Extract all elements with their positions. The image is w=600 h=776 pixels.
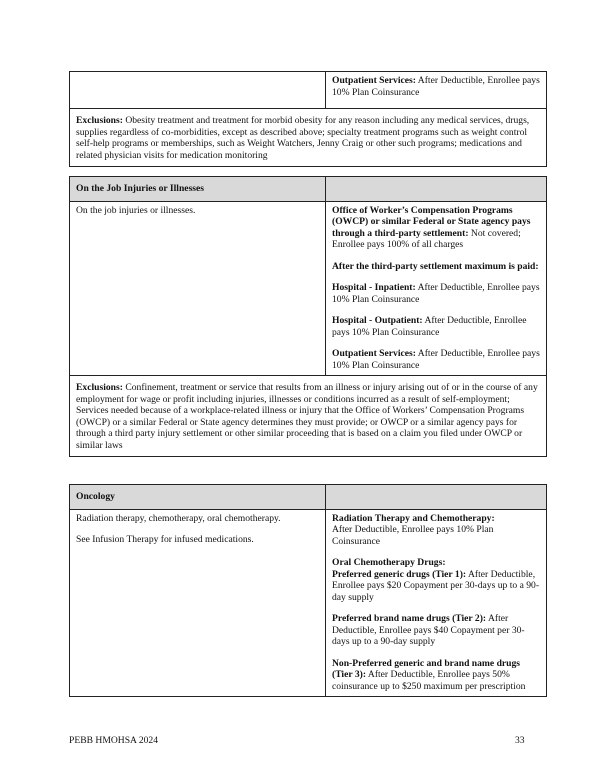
exclusions-text: Exclusions: Confinement, treatment or service that results from an illness or injury arising out of or in the course of any employment for wage or profit including injuries, illnesses or conditions incurred as a result of self-employment; Services needed because of a workplace-related illness or injury that the Office of Workers’ Compensation Programs (OWCP) or a similar Federal or State agency determines they must provide; or OWCP or a similar agency pays for through a third party injury settlement or other similar proceeding that is based on a claim you filed under OWCP or similar laws bbox=[76, 382, 538, 451]
tier2-benefit: Preferred brand name drugs (Tier 2): After Deductible, Enrollee pays $40 Copayment per 30-days up to a 90-day supply bbox=[332, 613, 525, 647]
section-heading: Oncology bbox=[70, 485, 326, 509]
right-cell bbox=[326, 510, 546, 697]
right-cell bbox=[326, 202, 546, 376]
after-max-heading: After the third-party settlement maximum is paid: bbox=[332, 260, 539, 272]
service-description: Radiation therapy, chemotherapy, oral chemotherapy. bbox=[76, 512, 281, 524]
table-job-injuries bbox=[69, 176, 547, 457]
exclusions-cell bbox=[70, 376, 546, 456]
section-heading: On the Job Injuries or Illnesses bbox=[70, 177, 326, 201]
table-header-row bbox=[70, 485, 546, 510]
header-right-empty bbox=[326, 485, 546, 509]
left-cell bbox=[70, 202, 326, 376]
outpatient-benefit: Outpatient Services: After Deductible, Enrollee pays 10% Plan Coinsurance bbox=[332, 75, 540, 98]
outpatient-benefit: Outpatient Services: After Deductible, Enrollee pays 10% Plan Coinsurance bbox=[332, 348, 540, 371]
table-row bbox=[70, 510, 546, 697]
left-cell bbox=[70, 510, 326, 697]
table-row bbox=[70, 72, 546, 109]
exclusions-text: Exclusions: Obesity treatment and treatment for morbid obesity for any reason including any medical services, drugs, supplies regardless of co-morbidities, except as described above; specialty treatment programs such as weight control self-help programs or memberships, such as Weight Watchers, Jenny Craig or other such programs; medications and related physician visits for medication monitoring bbox=[76, 115, 530, 161]
table-oncology bbox=[69, 484, 547, 697]
right-cell bbox=[326, 72, 546, 108]
left-cell-empty bbox=[70, 72, 326, 108]
exclusions-row bbox=[70, 109, 546, 166]
tier3-benefit: Non-Preferred generic and brand name drugs (Tier 3): After Deductible, Enrollee pays 50% coinsurance up to $250 maximum per prescription bbox=[332, 657, 526, 692]
exclusions-cell bbox=[70, 109, 546, 166]
table-continued bbox=[69, 71, 547, 167]
footer-title: PEBB HMOHSA 2024 bbox=[69, 735, 159, 746]
inpatient-benefit: Hospital - Inpatient: After Deductible, Enrollee pays 10% Plan Coinsurance bbox=[332, 282, 540, 305]
owcp-benefit: Office of Worker’s Compensation Programs (OWCP) or similar Federal or State agency pays through a third-party settlement: Not covered; Enrollee pays 100% of all charges bbox=[332, 204, 531, 250]
radiation-benefit: Radiation Therapy and Chemotherapy: After Deductible, Enrollee pays 10% Plan Coinsurance bbox=[332, 512, 495, 547]
service-description: On the job injuries or illnesses. bbox=[76, 204, 196, 216]
tier1-benefit: Preferred generic drugs (Tier 1): After Deductible, Enrollee pays $20 Copayment per 30-days up to a 90-day supply bbox=[332, 568, 540, 603]
oral-chemo-heading: Oral Chemotherapy Drugs: bbox=[332, 557, 446, 568]
infusion-note: See Infusion Therapy for infused medications. bbox=[76, 534, 254, 545]
table-header-row bbox=[70, 177, 546, 202]
page-number: 33 bbox=[515, 735, 525, 746]
hospital-outpatient-benefit: Hospital - Outpatient: After Deductible, Enrollee pays 10% Plan Coinsurance bbox=[332, 315, 527, 338]
header-right-empty bbox=[326, 177, 546, 201]
exclusions-row bbox=[70, 376, 546, 456]
table-row bbox=[70, 202, 546, 377]
